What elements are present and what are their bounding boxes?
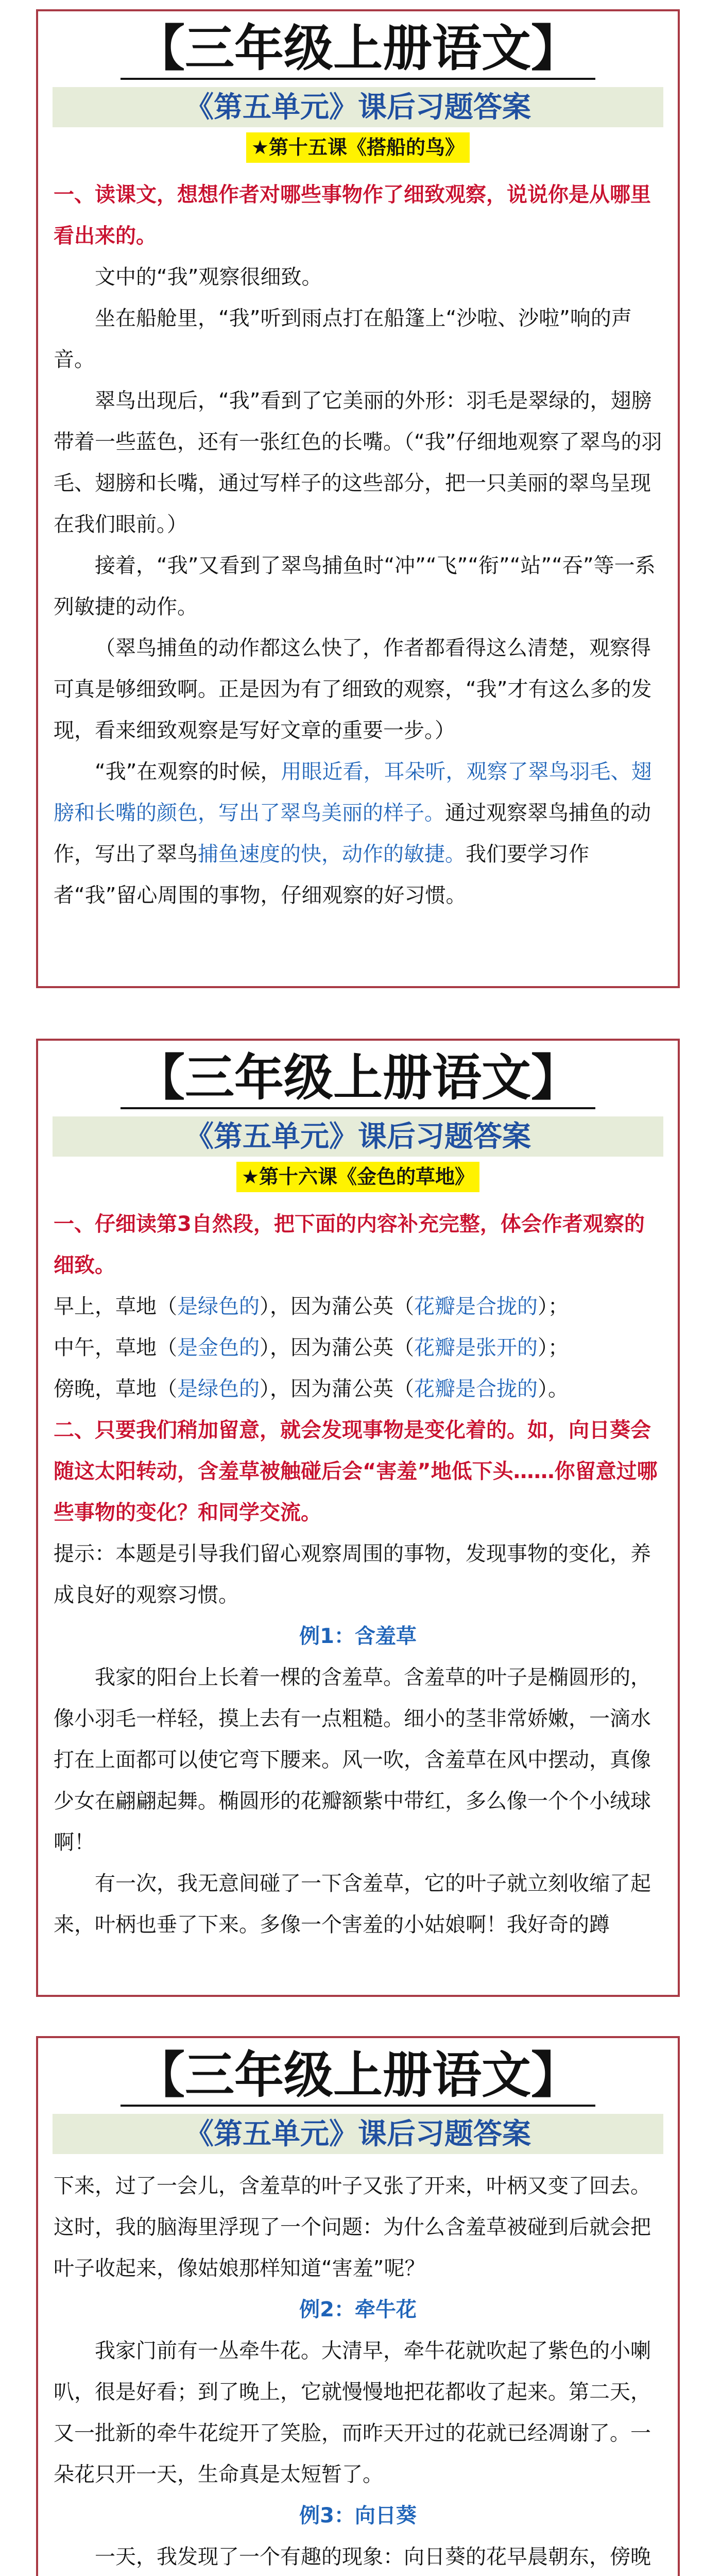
answer-page-1 (36, 9, 680, 988)
line-text: 早上，草地（ (54, 1295, 177, 1319)
highlight-text: 用眼近看，耳朵听，观察了翠鸟羽毛、翅膀和长嘴的颜色，写出了翠鸟美丽的样子。 (54, 760, 652, 825)
answer-paragraph: 翠鸟出现后，“我”看到了它美丽的外形：羽毛是翠绿的，翅膀带着一些蓝色，还有一张红色的长嘴。（“我”仔细地观察了翠鸟的羽毛、翅膀和长嘴，通过写样子的这些部分，把一只美丽的翠鸟呈现在我们眼前。） (54, 389, 662, 537)
highlight-text: 捕鱼速度的快，动作的敏捷。 (198, 842, 466, 867)
example-title: 例1：含羞草 (299, 1624, 417, 1649)
line-text: ）； (538, 1336, 569, 1360)
example-paragraph: 我家的阳台上长着一棵的含羞草。含羞草的叶子是椭圆形的，像小羽毛一样轻，摸上去有一点粗糙。细小的茎非常娇嫩，一滴水打在上面都可以使它弯下腰来。风一吹，含羞草在风中摆动，真像少女在翩翩起舞。椭圆形的花瓣额紫中带红，多么像一个个小绒球啊！ (54, 1666, 651, 1855)
fill-line-noon (54, 1327, 662, 1368)
summary-text: “我”在观察的时候， (95, 760, 281, 784)
line-text: ），因为蒲公英（ (260, 1377, 414, 1401)
fill-line-evening (54, 1368, 662, 1410)
answer-summary (54, 751, 662, 916)
line-text: ）； (538, 1295, 569, 1319)
summary-text: 我们要学习作者“我”留心周围的事物，仔细观察的好习惯。 (54, 842, 589, 908)
doc-title: 【三年级上册语文】 (135, 19, 580, 77)
answer-blank: 花瓣是合拢的 (414, 1295, 538, 1319)
line-text: 中午，草地（ (54, 1336, 177, 1360)
answer-paragraph: 坐在船舱里，“我”听到雨点打在船篷上“沙啦、沙啦”响的声音。 (54, 307, 632, 372)
line-text: ），因为蒲公英（ (260, 1336, 414, 1360)
answer-blank: 是绿色的 (177, 1295, 260, 1319)
answer-content (54, 2165, 662, 2576)
question-2: 二、只要我们稍加留意，就会发现事物是变化着的。如，向日葵会随这太阳转动，含羞草被触碰后会“害羞”地低下头……你留意过哪些事物的变化？和同学交流。 (54, 1418, 658, 1525)
lesson-title: ★第十六课《金色的草地》 (236, 1162, 479, 1192)
unit-title: 《第五单元》课后习题答案 (53, 87, 663, 127)
example-title: 例3：向日葵 (299, 2504, 417, 2528)
summary-text: 通过观察翠鸟捕鱼的动作，写出了翠鸟 (54, 801, 651, 867)
example-paragraph: 下来，过了一会儿，含羞草的叶子又张了开来，叶柄又变了回去。这时，我的脑海里浮现了一个问题：为什么含羞草被碰到后就会把叶子收起来，像姑娘那样知道“害羞”呢？ (54, 2174, 651, 2281)
unit-title: 《第五单元》课后习题答案 (53, 1116, 663, 1157)
title-underline (121, 2105, 595, 2107)
doc-title: 【三年级上册语文】 (135, 1048, 580, 1107)
answer-content (54, 174, 662, 916)
line-text: ），因为蒲公英（ (260, 1295, 414, 1319)
example-paragraph: 我家门前有一丛牵牛花。大清早，牵牛花就吹起了紫色的小喇叭，很是好看；到了晚上，它就慢慢地把花都收了起来。第二天，又一批新的牵牛花绽开了笑脸，而昨天开过的花就已经凋谢了。一朵花只开一天，生命真是太短暂了。 (54, 2339, 651, 2487)
title-underline (121, 1107, 595, 1109)
answer-content (54, 1204, 662, 1945)
question-1: 一、读课文，想想作者对哪些事物作了细致观察，说说你是从哪里看出来的。 (54, 183, 651, 248)
answer-blank: 花瓣是张开的 (414, 1336, 538, 1360)
answer-blank: 是金色的 (177, 1336, 260, 1360)
answer-page-2 (36, 1039, 680, 1997)
doc-title: 【三年级上册语文】 (135, 2046, 580, 2104)
answer-blank: 是绿色的 (177, 1377, 260, 1401)
lesson-title: ★第十五课《搭船的鸟》 (246, 132, 470, 163)
title-underline (121, 78, 595, 80)
answer-paragraph: 文中的“我”观察很细致。 (95, 265, 322, 290)
example-paragraph: 有一次，我无意间碰了一下含羞草，它的叶子就立刻收缩了起来，叶柄也垂了下来。多像一个害羞的小姑娘啊！我好奇的蹲 (54, 1872, 651, 1937)
unit-title: 《第五单元》课后习题答案 (53, 2114, 663, 2154)
answer-paragraph: （翠鸟捕鱼的动作都这么快了，作者都看得这么清楚，观察得可真是够细致啊。正是因为有了细致的观察，“我”才有这么多的发现，看来细致观察是写好文章的重要一步。） (54, 636, 652, 743)
answer-blank: 花瓣是合拢的 (414, 1377, 538, 1401)
answer-page-3 (36, 2036, 680, 2576)
example-paragraph: 一天，我发现了一个有趣的现象：向日葵的花早晨朝东，傍晚 (95, 2545, 651, 2569)
line-text: 傍晚，草地（ (54, 1377, 177, 1401)
question-1: 一、仔细读第3自然段，把下面的内容补充完整，体会作者观察的细致。 (54, 1212, 645, 1278)
example-title: 例2：牵牛花 (299, 2298, 417, 2322)
fill-line-morning (54, 1286, 662, 1327)
line-text: ）。 (538, 1377, 569, 1401)
answer-paragraph: 接着，“我”又看到了翠鸟捕鱼时“冲”“飞”“衔”“站”“吞”等一系列敏捷的动作。 (54, 554, 656, 619)
hint-text: 提示：本题是引导我们留心观察周围的事物，发现事物的变化，养成良好的观察习惯。 (54, 1542, 651, 1607)
